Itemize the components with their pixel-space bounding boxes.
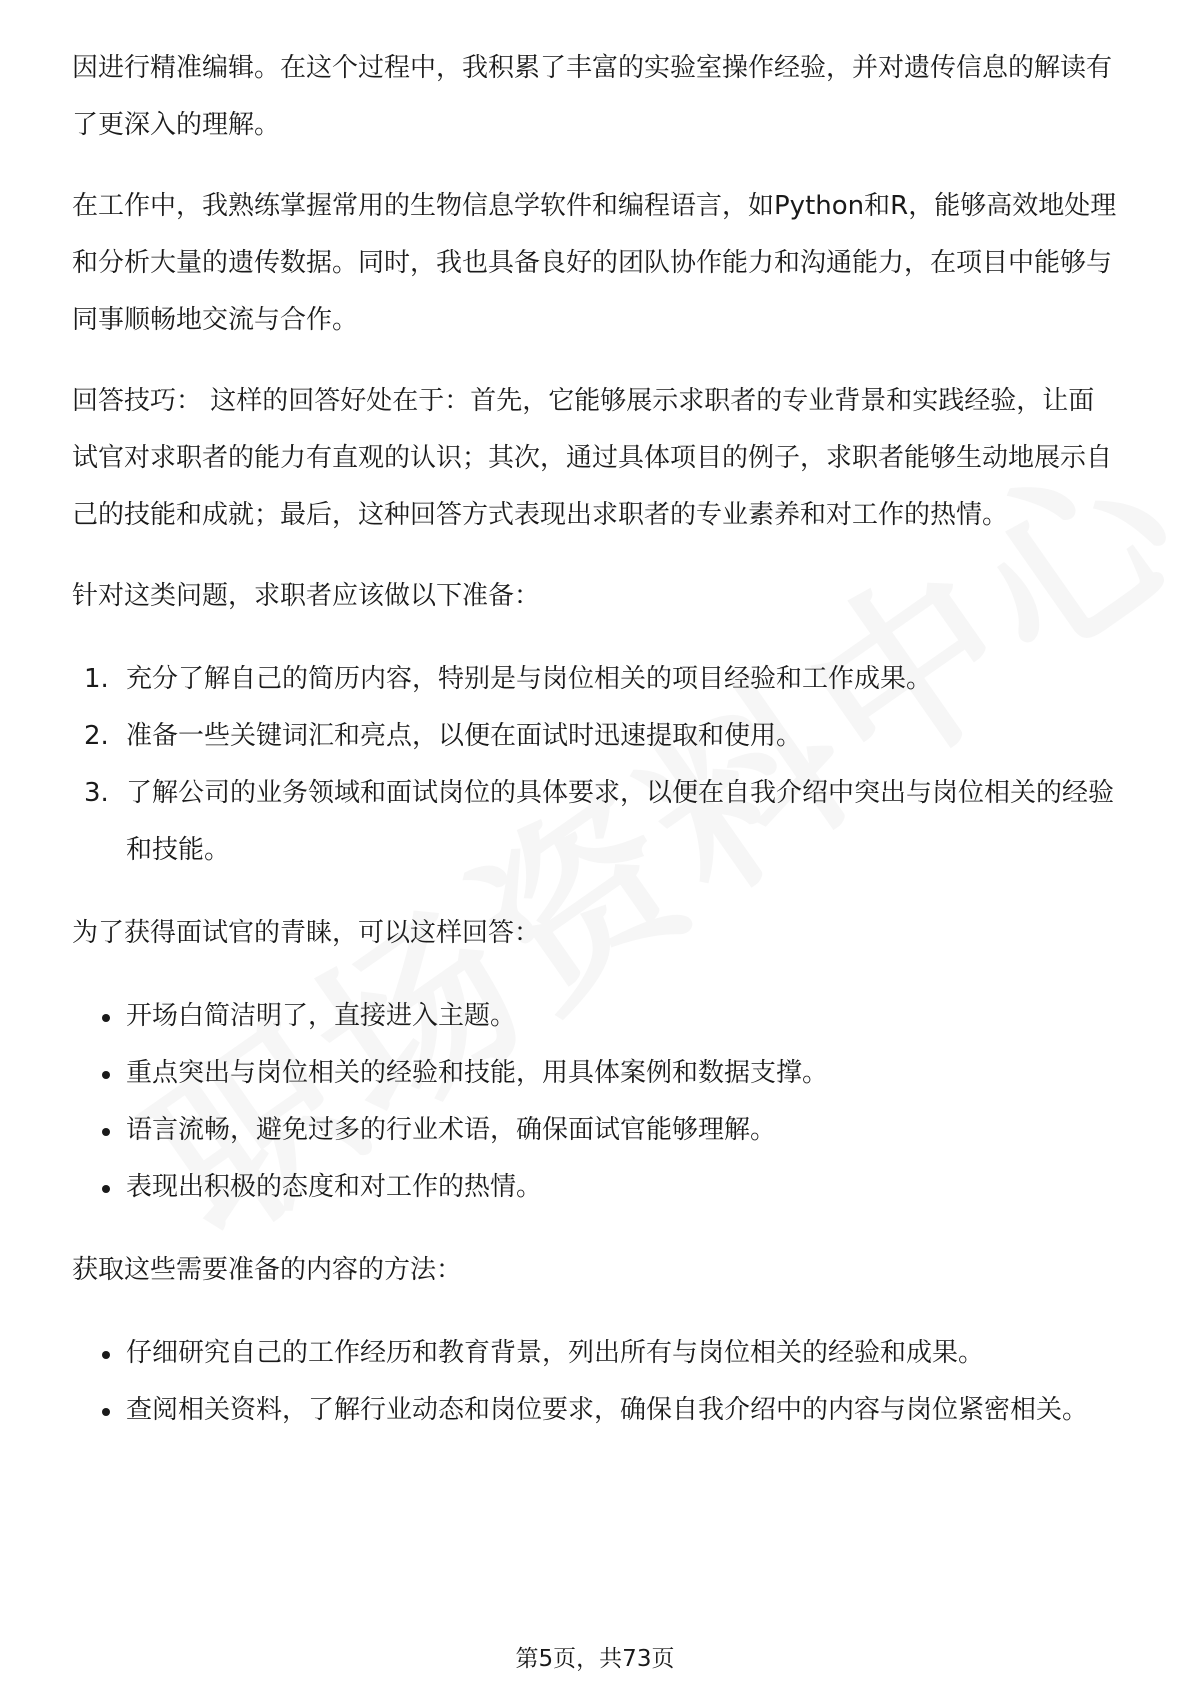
answer-list — [72, 988, 1118, 1216]
bullet-icon — [102, 1128, 110, 1136]
list-item — [72, 651, 1118, 708]
paragraph-experience: 因进行精准编辑。在这个过程中，我积累了丰富的实验室操作经验，并对遗传信息的解读有了更深入的理解。 — [72, 53, 1113, 140]
document-page — [72, 40, 1118, 1465]
list-item-text: 表现出积极的态度和对工作的热情。 — [126, 1172, 543, 1202]
list-number: 2. — [84, 721, 109, 751]
prep-list — [72, 651, 1118, 879]
method-heading: 获取这些需要准备的内容的方法： — [72, 1255, 463, 1285]
bullet-icon — [102, 1408, 110, 1416]
list-item-text: 准备一些关键词汇和亮点，以便在面试时迅速提取和使用。 — [126, 721, 803, 751]
prep-heading: 针对这类问题，求职者应该做以下准备： — [72, 581, 541, 611]
list-item — [72, 765, 1118, 879]
list-item — [72, 1382, 1118, 1439]
list-number: 1. — [84, 664, 109, 694]
list-item-text: 语言流畅，避免过多的行业术语，确保面试官能够理解。 — [126, 1115, 777, 1145]
bullet-icon — [102, 1071, 110, 1079]
list-item-text: 充分了解自己的简历内容，特别是与岗位相关的项目经验和工作成果。 — [126, 664, 933, 694]
paragraph-tips: 回答技巧： 这样的回答好处在于：首先，它能够展示求职者的专业背景和实践经验，让面试官对求职者的能力有直观的认识；其次，通过具体项目的例子，求职者能够生动地展示自己的技能和成就；最后，这种回答方式表现出求职者的专业素养和对工作的热情。 — [72, 386, 1113, 530]
bullet-icon — [102, 1014, 110, 1022]
list-item — [72, 1325, 1118, 1382]
answer-heading: 为了获得面试官的青睐，可以这样回答： — [72, 918, 541, 948]
list-item — [72, 1045, 1118, 1102]
list-item-text: 重点突出与岗位相关的经验和技能，用具体案例和数据支撑。 — [126, 1058, 829, 1088]
list-item — [72, 1159, 1118, 1216]
bullet-icon — [102, 1185, 110, 1193]
list-item-text: 了解公司的业务领域和面试岗位的具体要求，以便在自我介绍中突出与岗位相关的经验和技能。 — [126, 778, 1115, 865]
list-number: 3. — [84, 778, 109, 808]
list-item-text: 查阅相关资料，了解行业动态和岗位要求，确保自我介绍中的内容与岗位紧密相关。 — [126, 1395, 1089, 1425]
list-item-text: 开场白简洁明了，直接进入主题。 — [126, 1001, 517, 1031]
list-item-text: 仔细研究自己的工作经历和教育背景，列出所有与岗位相关的经验和成果。 — [126, 1338, 985, 1368]
list-item — [72, 988, 1118, 1045]
bullet-icon — [102, 1351, 110, 1359]
page-footer: 第5页，共73页 — [515, 1646, 675, 1672]
list-item — [72, 1102, 1118, 1159]
method-list — [72, 1325, 1118, 1439]
list-item — [72, 708, 1118, 765]
paragraph-skills: 在工作中，我熟练掌握常用的生物信息学软件和编程语言，如Python和R，能够高效地处理和分析大量的遗传数据。同时，我也具备良好的团队协作能力和沟通能力，在项目中能够与同事顺畅地交流与合作。 — [72, 191, 1117, 335]
